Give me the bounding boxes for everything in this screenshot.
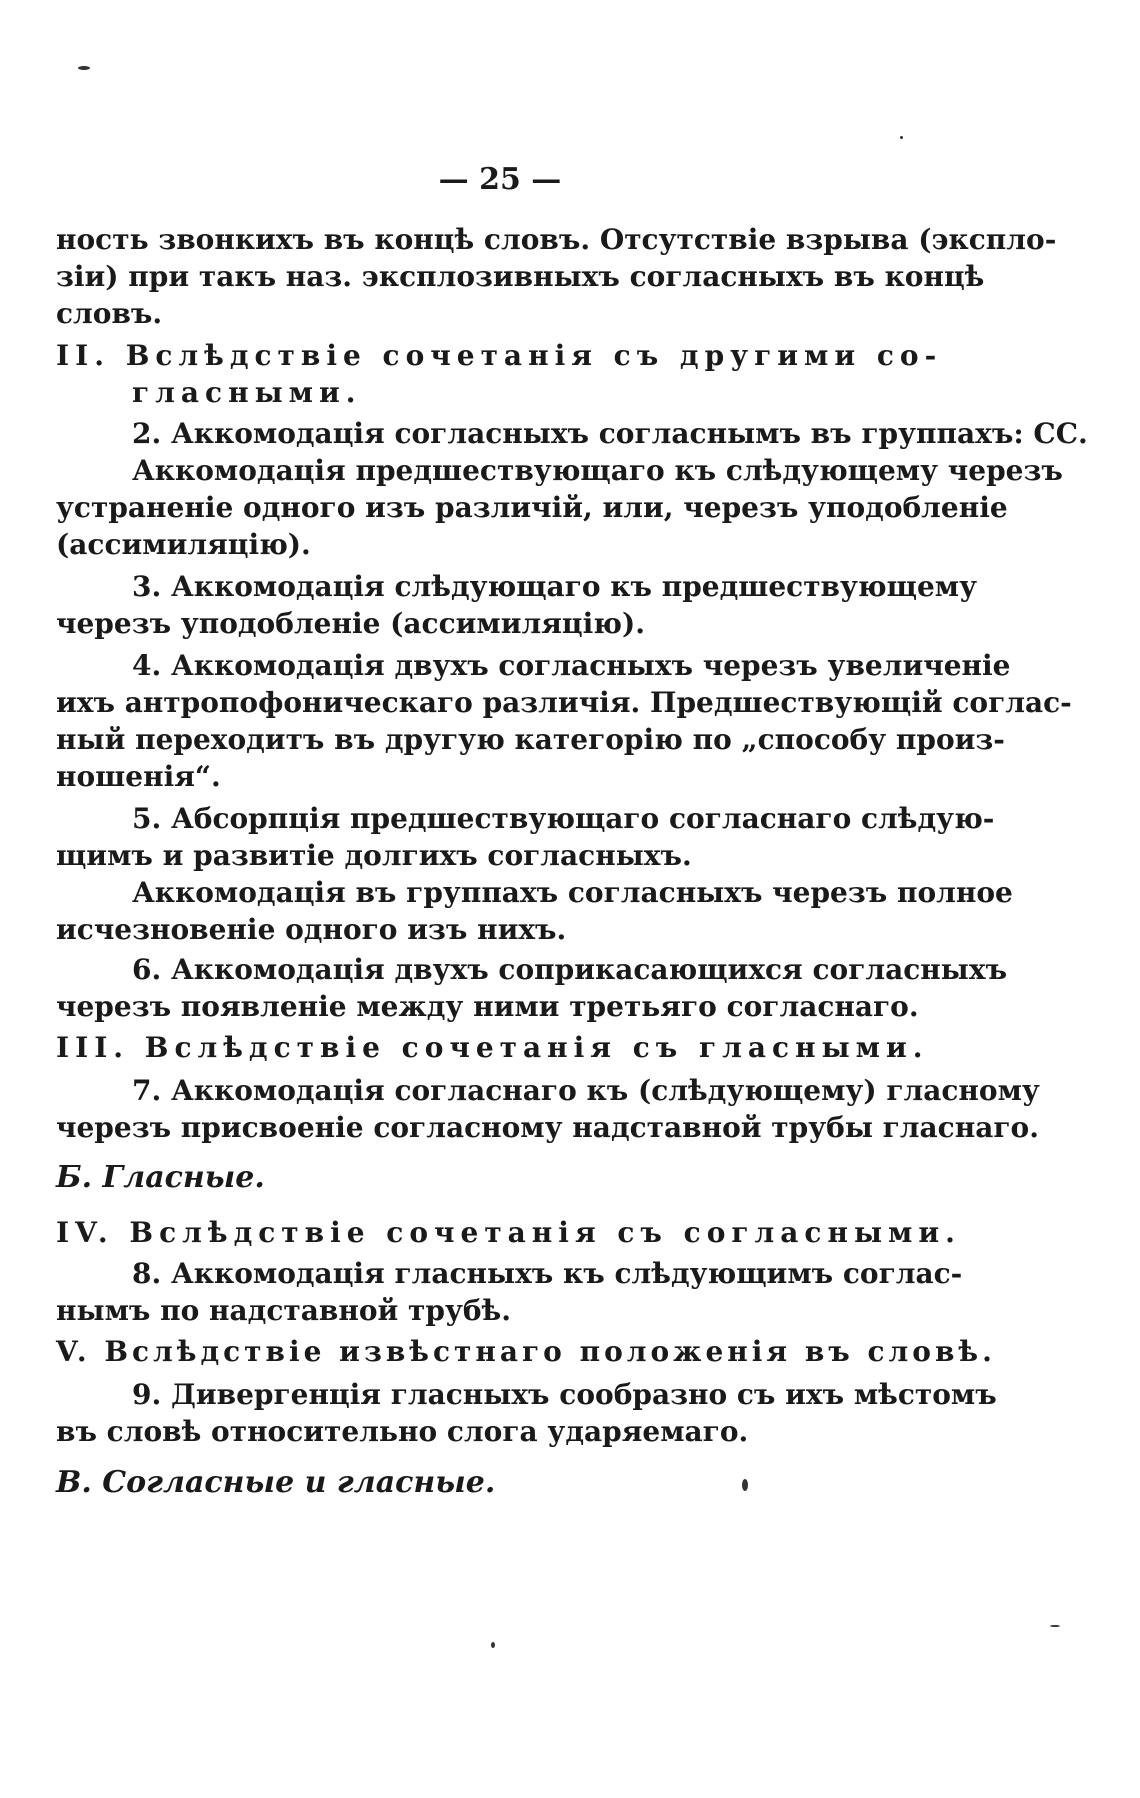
page-number: — 25 — <box>438 162 562 197</box>
text-line: зіи) при такъ наз. эксплозивныхъ согласныхъ въ концѣ <box>56 260 985 293</box>
section-heading: III. Вслѣдствіе сочетанія съ гласными. <box>56 1031 929 1064</box>
text-line: щимъ и развитіе долгихъ согласныхъ. <box>56 839 692 872</box>
text-line: 5. Абсорпція предшествующаго согласнаго слѣдую- <box>132 802 995 835</box>
text-line: въ словѣ относительно слога ударяемаго. <box>56 1415 749 1448</box>
section-heading: IV. Вслѣдствіе сочетанія съ согласными. <box>56 1216 961 1249</box>
scan-mark <box>742 1479 748 1491</box>
text-line: ность звонкихъ въ концѣ словъ. Отсутствіе взрыва (эксплo- <box>56 223 1057 256</box>
text-line: устраненіе одного изъ различій, или, черезъ уподобленіе <box>56 491 1008 524</box>
scan-mark <box>900 136 903 139</box>
subsection-heading: В. Согласные и гласные. <box>56 1465 496 1500</box>
text-line: 2. Аккомодація согласныхъ согласнымъ въ группахъ: СС. <box>132 417 1088 450</box>
text-line: 8. Аккомодація гласныхъ къ слѣдующимъ соглас- <box>132 1257 963 1290</box>
text-line: ихъ антропофоническаго различія. Предшествующій соглас- <box>56 686 1072 719</box>
text-line: черезъ присвоеніе согласному надставной трубы гласнаго. <box>56 1111 1039 1144</box>
text-line: нымъ по надставной трубѣ. <box>56 1294 511 1327</box>
text-line: 6. Аккомодація двухъ соприкасающихся согласныхъ <box>132 953 1008 986</box>
scan-mark <box>491 1642 495 1648</box>
text-line: черезъ уподобленіе (ассимиляцію). <box>56 607 645 640</box>
text-line: Аккомодація предшествующаго къ слѣдующему черезъ <box>132 454 1063 487</box>
text-line: 3. Аккомодація слѣдующаго къ предшествующему <box>132 570 978 603</box>
subsection-heading: Б. Гласные. <box>56 1160 265 1195</box>
scan-mark <box>78 66 90 70</box>
text-line: (ассимиляцію). <box>56 528 311 561</box>
text-line: 9. Дивергенція гласныхъ сообразно съ ихъ мѣстомъ <box>132 1378 997 1411</box>
text-line: 7. Аккомодація согласнаго къ (слѣдующему) гласному <box>132 1074 1040 1107</box>
text-line: словъ. <box>56 297 163 330</box>
section-heading: гласными. <box>132 376 362 409</box>
section-heading: II. Вслѣдствіе сочетанія съ другими со- <box>56 339 943 372</box>
text-line: черезъ появленіе между ними третьяго согласнаго. <box>56 990 919 1023</box>
text-line: ный переходитъ въ другую категорію по „способу произ- <box>56 723 1005 756</box>
section-heading: V. Вслѣдствіе извѣстнаго положенія въ словѣ. <box>56 1335 996 1368</box>
text-line: Аккомодація въ группахъ согласныхъ черезъ полное <box>132 876 1013 909</box>
text-line: ношенія“. <box>56 760 221 793</box>
text-line: исчезновеніе одного изъ нихъ. <box>56 913 567 946</box>
scan-mark <box>1050 1625 1060 1627</box>
text-line: 4. Аккомодація двухъ согласныхъ черезъ увеличеніе <box>132 649 1011 682</box>
